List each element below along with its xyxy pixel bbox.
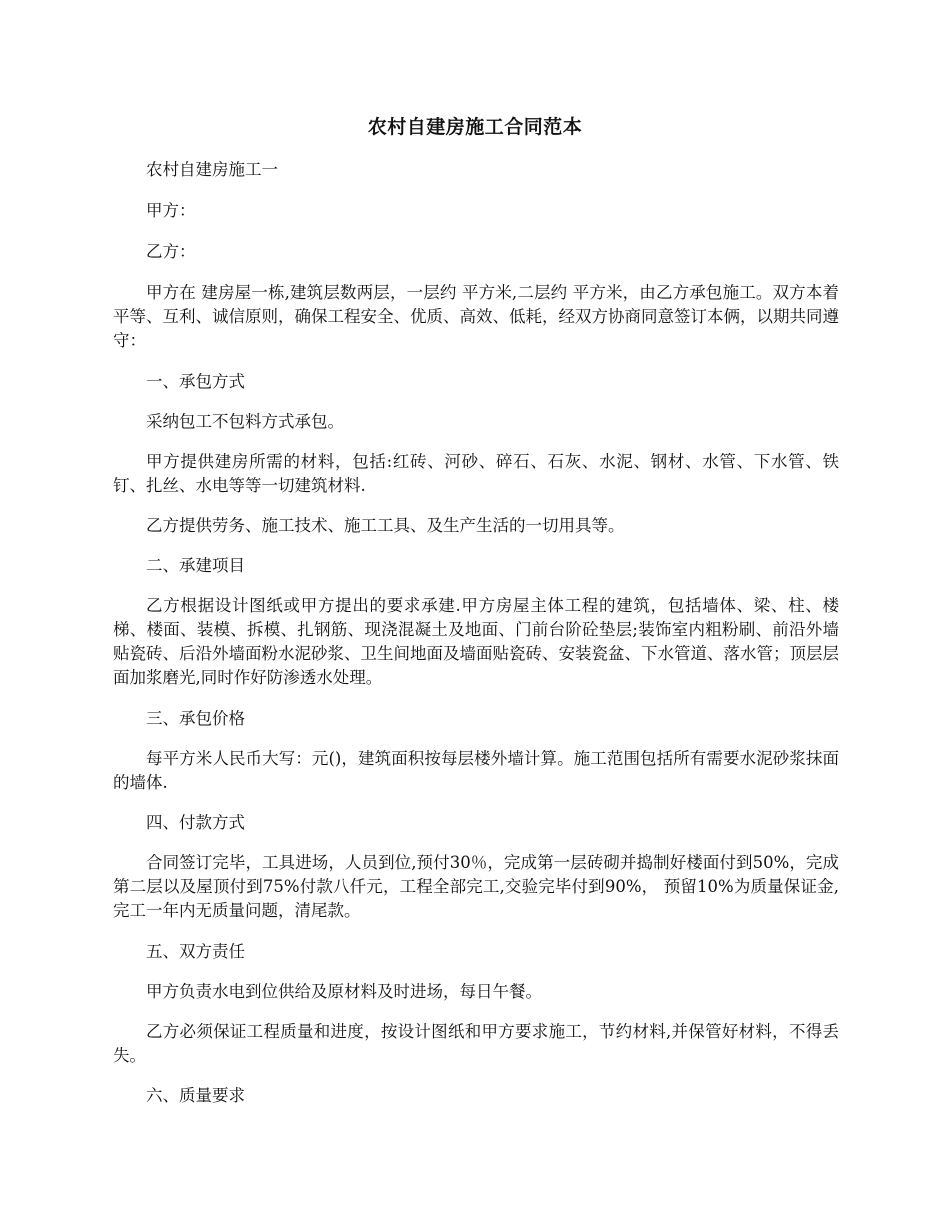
paragraph-contract-method: 采纳包工不包料方式承包。 (146, 412, 344, 431)
heading-construction-items: 二、承建项目 (146, 556, 245, 575)
heading-contract-method: 一、承包方式 (146, 372, 245, 391)
paragraph-payment-method: 合同签订完毕，工具进场，人员到位,预付30％，完成第一层砖砌并捣制好楼面付到50%，完成第二层以及屋顶付到75%付款八仟元，工程全部完工,交验完毕付到90%， 预留10%为质量保证金,完工一年内无质量问题，清尾款。 (113, 853, 839, 920)
paragraph-construction-items: 乙方根据设计图纸或甲方提出的要求承建.甲方房屋主体工程的建筑，包括墙体、梁、柱、楼梯、楼面、装模、拆模、扎钢筋、现浇混凝土及地面、门前台阶砼垫层;装饰室内粗粉刷、前沿外墙贴瓷砖、后沿外墙面粉水泥砂浆、卫生间地面及墙面贴瓷砖、安装瓷盆、下水管道、落水管；顶层层面加浆磨光,同时作好防渗透水处理。 (113, 596, 839, 687)
heading-contract-price: 三、承包价格 (146, 709, 245, 728)
paragraph-party-b: 乙方： (146, 242, 196, 261)
paragraph-party-b-duties: 乙方必须保证工程质量和进度，按设计图纸和甲方要求施工，节约材料,并保管好材料，不得丢失。 (113, 1022, 839, 1065)
paragraph-party-a: 甲方： (146, 201, 196, 220)
document-title: 农村自建房施工合同范本 (367, 116, 583, 138)
paragraph-labor: 乙方提供劳务、施工技术、施工工具、及生产生活的一切用具等。 (146, 516, 625, 535)
paragraph-subtitle: 农村自建房施工一 (146, 160, 278, 179)
paragraph-party-a-duties: 甲方负责水电到位供给及原材料及时进场，每日午餐。 (146, 982, 542, 1001)
paragraph-contract-price: 每平方米人民币大写：元()，建筑面积按每层楼外墙计算。施工范围包括所有需要水泥砂浆抹面的墙体. (113, 749, 839, 792)
paragraph-intro: 甲方在 建房屋一栋,建筑层数两层，一层约 平方米,二层约 平方米，由乙方承包施工。双方本着平等、互利、诚信原则，确保工程安全、优质、高效、低耗，经双方协商同意签订本俩，以期共同遵守： (113, 283, 839, 350)
heading-responsibilities: 五、双方责任 (146, 942, 245, 961)
heading-payment-method: 四、付款方式 (146, 813, 245, 832)
heading-quality-requirements: 六、质量要求 (146, 1086, 245, 1105)
paragraph-materials: 甲方提供建房所需的材料，包括:红砖、河砂、碎石、石灰、水泥、钢材、水管、下水管、铁钉、扎丝、水电等等一切建筑材料. (113, 452, 839, 495)
